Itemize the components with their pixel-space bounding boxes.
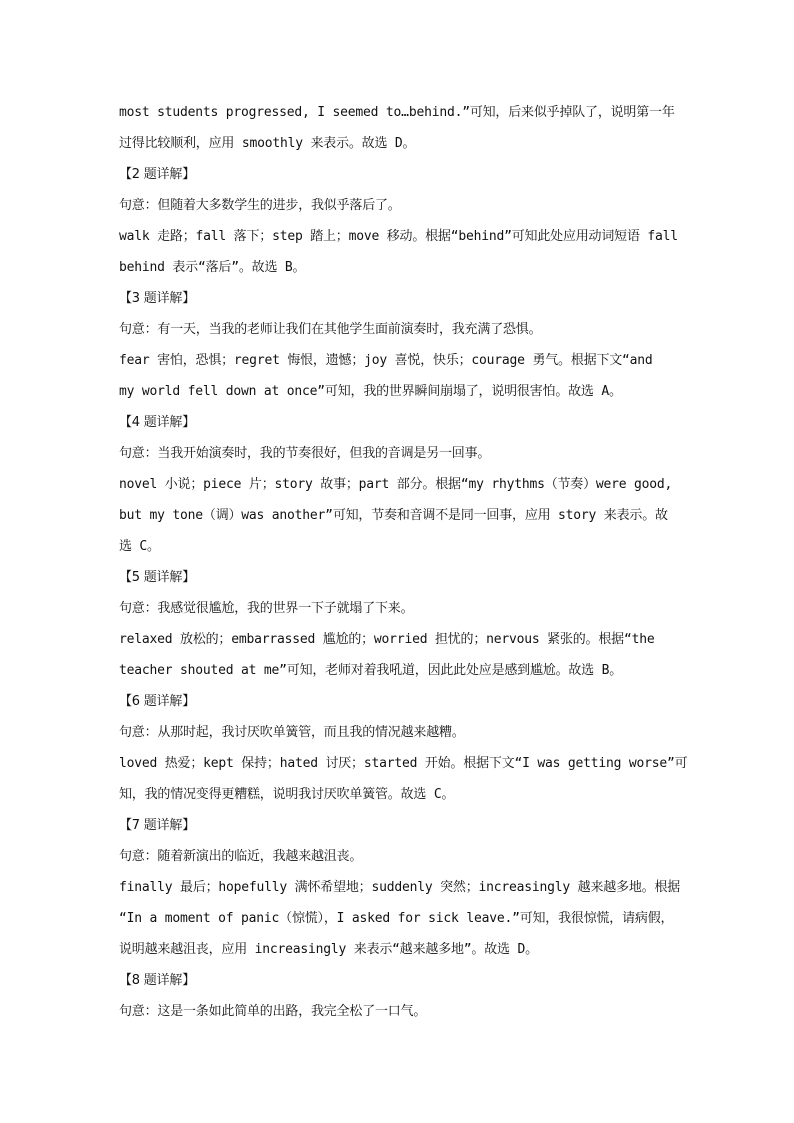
text-line: relaxed 放松的；embarrassed 尴尬的；worried 担忧的；nervous 紧张的。根据“the <box>119 632 655 647</box>
text-line: “In a moment of panic（惊慌），I asked for sick leave.”可知，我很惊慌，请病假， <box>119 911 674 926</box>
text-line: my world fell down at once”可知，我的世界瞬间崩塌了，说明很害怕。故选 A。 <box>119 384 622 399</box>
text-line: walk 走路；fall 落下；step 踏上；move 移动。根据“behind”可知此处应用动词短语 fall <box>119 229 678 244</box>
section-heading: 【4 题详解】 <box>119 415 196 430</box>
section-heading: 【3 题详解】 <box>119 291 196 306</box>
text-line: 过得比较顺利，应用 smoothly 来表示。故选 D。 <box>119 136 416 151</box>
sentence-meaning: 句意：有一天，当我的老师让我们在其他学生面前演奏时，我充满了恐惧。 <box>119 322 542 337</box>
answer-explanations <box>119 100 688 1030</box>
sentence-meaning: 句意：当我开始演奏时，我的节奏很好，但我的音调是另一回事。 <box>119 446 491 461</box>
sentence-meaning: 句意：我感觉很尴尬，我的世界一下子就塌了下来。 <box>119 601 414 616</box>
text-line: fear 害怕，恐惧；regret 悔恨，遗憾；joy 喜悦，快乐；courage 勇气。根据下文“and <box>119 353 653 368</box>
section-heading: 【7 题详解】 <box>119 818 196 833</box>
text-line: behind 表示“落后”。故选 B。 <box>119 260 306 275</box>
text-line: 说明越来越沮丧，应用 increasingly 来表示“越来越多地”。故选 D。 <box>119 942 538 957</box>
text-line: but my tone（调）was another”可知，节奏和音调不是同一回事，应用 story 来表示。故 <box>119 508 668 523</box>
text-line: 选 C。 <box>119 539 160 554</box>
section-heading: 【6 题详解】 <box>119 694 196 709</box>
sentence-meaning: 句意：但随着大多数学生的进步，我似乎落后了。 <box>119 198 401 213</box>
text-line: 知，我的情况变得更糟糕，说明我讨厌吹单簧管。故选 C。 <box>119 787 455 802</box>
text-line: most students progressed, I seemed to…behind.”可知，后来似乎掉队了，说明第一年 <box>119 105 675 120</box>
text-line: finally 最后；hopefully 满怀希望地；suddenly 突然；increasingly 越来越多地。根据 <box>119 880 681 895</box>
section-heading: 【5 题详解】 <box>119 570 196 585</box>
section-heading: 【8 题详解】 <box>119 973 196 988</box>
text-line: teacher shouted at me”可知，老师对着我吼道，因此此处应是感到尴尬。故选 B。 <box>119 663 623 678</box>
text-line: novel 小说；piece 片；story 故事；part 部分。根据“my rhythms（节奏）were good, <box>119 477 673 492</box>
sentence-meaning: 句意：随着新演出的临近，我越来越沮丧。 <box>119 849 363 864</box>
section-heading: 【2 题详解】 <box>119 167 196 182</box>
sentence-meaning: 句意：从那时起，我讨厌吹单簧管，而且我的情况越来越糟。 <box>119 725 465 740</box>
text-line: loved 热爱；kept 保持；hated 讨厌；started 开始。根据下文“I was getting worse”可 <box>119 756 688 771</box>
sentence-meaning: 句意：这是一条如此简单的出路，我完全松了一口气。 <box>119 1004 427 1019</box>
